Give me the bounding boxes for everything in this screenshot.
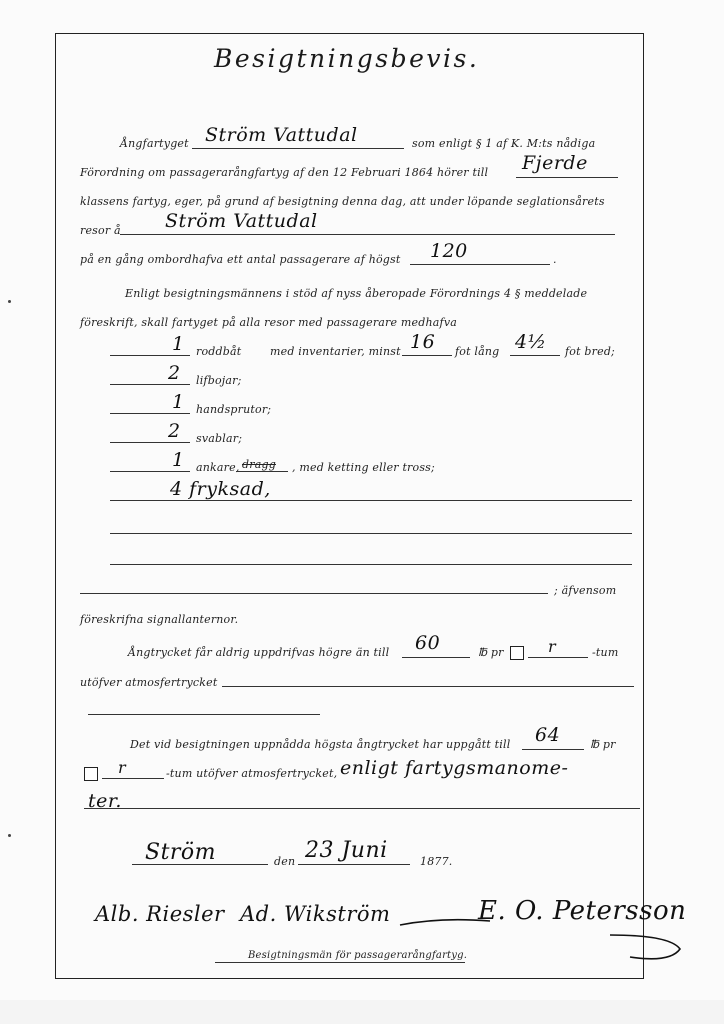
test-note-2: ter. — [88, 790, 122, 812]
also-label: ; äfvensom — [554, 584, 617, 597]
square-symbol — [510, 646, 524, 660]
route-label: resor å — [80, 224, 121, 237]
footer-label: Besigtningsmän för passagerarångfartyg. — [248, 950, 468, 961]
boat-count: 1 — [172, 333, 185, 355]
pressure-text-2: utöfver atmosfertrycket — [80, 676, 218, 689]
passengers-value: 120 — [430, 240, 468, 262]
pressure-unit-mark: r — [548, 637, 557, 656]
pressure-value: 60 — [415, 632, 441, 654]
vessel-label: Ångfartyget — [120, 137, 189, 150]
intro-text-2: Förordning om passagerarångfartyg af den 12 Februari 1864 hörer till — [80, 166, 489, 179]
vessel-name: Ström Vattudal — [205, 124, 358, 146]
rules-text-1: Enligt besigtningsmännens i stöd af nyss åberopade Förordnings 4 § meddelade — [125, 287, 588, 300]
certificate-title: Besigtningsbevis. — [214, 44, 480, 73]
test-note: enligt fartygsmanome- — [340, 757, 569, 779]
test-unit-mark: r — [118, 758, 127, 777]
boat-length: 16 — [410, 331, 436, 353]
swab-count: 2 — [168, 420, 181, 442]
punch-hole-mark — [8, 834, 11, 837]
signature-3: E. O. Petersson — [478, 896, 687, 926]
place-value: Ström — [145, 840, 217, 865]
route-value: Ström Vattudal — [165, 210, 318, 232]
extra-equipment: 4 fryksad, — [170, 478, 271, 500]
intro-text-1: som enligt § 1 af K. M:ts nådiga — [412, 137, 596, 150]
pump-count: 1 — [172, 391, 185, 413]
pressure-text-1: Ångtrycket får aldrig uppdrifvas högre än till — [128, 646, 390, 659]
passengers-label: på en gång ombordhafva ett antal passagerare af högst — [80, 253, 401, 266]
test-text-1: Det vid besigtningen uppnådda högsta ångtrycket har uppgått till — [130, 738, 511, 751]
intro-text-3: klassens fartyg, eger, på grund af besigtning denna dag, att under löpande seglationsårets — [80, 195, 605, 208]
anchor-count: 1 — [172, 449, 185, 471]
date-value: 23 Juni — [305, 838, 388, 863]
test-value: 64 — [535, 724, 561, 746]
lifebuoy-count: 2 — [168, 362, 181, 384]
rules-text-2: föreskrift, skall fartyget på alla resor med passagerare medhafva — [80, 316, 457, 329]
boat-width: 4½ — [515, 331, 547, 353]
signature-1: Alb. Riesler — [95, 902, 225, 926]
punch-hole-mark — [8, 300, 11, 303]
square-symbol — [84, 767, 98, 781]
signal-label: föreskrifna signallanternor. — [80, 613, 239, 626]
signature-2: Ad. Wikström — [240, 902, 391, 926]
year-value: 1877. — [420, 855, 453, 868]
test-text-2: -tum utöfver atmosfertrycket, — [166, 767, 338, 780]
class-value: Fjerde — [522, 152, 588, 174]
struck-text: dragg — [242, 458, 276, 471]
